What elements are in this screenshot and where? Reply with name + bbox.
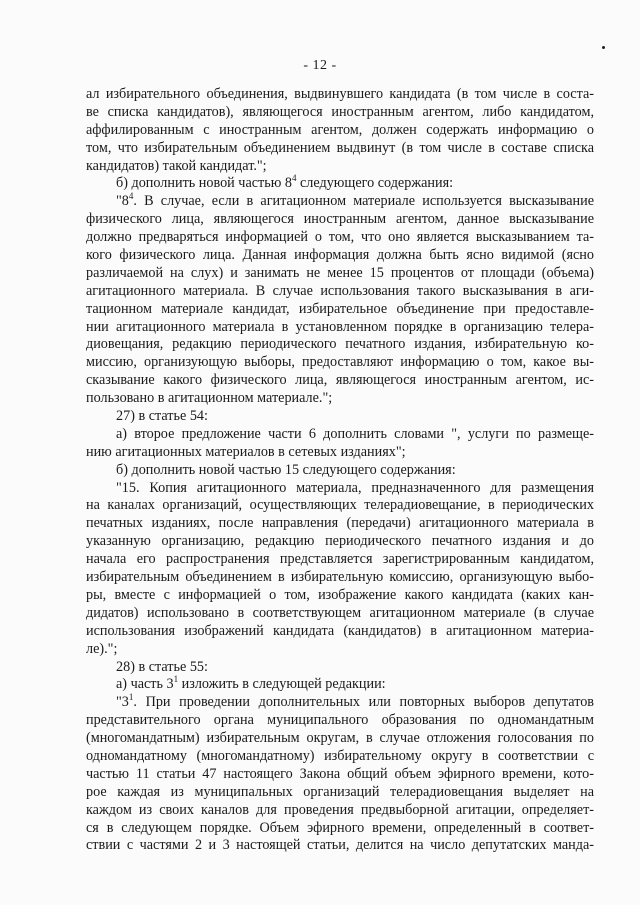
text-line	[86, 86, 594, 104]
text-line	[86, 229, 594, 247]
line-text: (многомандатным) избирательным округам, в случае отложения голосования по	[86, 730, 594, 747]
text-line	[86, 748, 594, 766]
superscript: 4	[128, 190, 134, 201]
line-text: кого физического лица. Данная информация должна быть ясно видимой (ясно	[86, 247, 594, 264]
line-text: 28) в статье 55:	[116, 658, 208, 675]
text-line	[86, 730, 594, 748]
line-text: должно предваряться информацией о том, что оно является высказыванием та-	[86, 229, 594, 246]
line-text: б) дополнить новой частью 15 следующего содержания:	[116, 461, 456, 478]
line-text: использования изображений кандидата (кандидатов) в агитационном материа-	[86, 622, 594, 639]
text-line	[86, 283, 594, 301]
text-line	[86, 336, 594, 354]
line-text: указанную организацию, редакцию периодического печатного издания и до	[86, 533, 594, 550]
line-text: а) часть 3	[116, 676, 174, 693]
line-text: начала его распространения представляется зарегистрированным кандидатом,	[86, 551, 594, 568]
scan-speck	[602, 46, 605, 49]
text-line	[86, 712, 594, 730]
line-text: ся в следующем порядке. Объем эфирного времени, определенный в соответ-	[86, 819, 594, 836]
text-line	[86, 462, 594, 480]
line-text-continuation: изложить в следующей редакции:	[178, 676, 386, 693]
line-text: пользовано в агитационном материале.";	[86, 390, 333, 407]
line-text: ве списка кандидатов), являющегося иностранным агентом, либо кандидатом,	[86, 103, 594, 120]
line-text: дидатов) использовано в соответствующем агитационном материале (в случае	[86, 604, 594, 621]
superscript: 1	[128, 691, 134, 702]
line-text: "3	[116, 694, 129, 711]
line-text: каждом из своих каналов для проведения предвыборной агитации, определяет-	[86, 801, 594, 818]
text-line	[86, 301, 594, 319]
line-text-continuation: . В случае, если в агитационном материале используется высказывание	[133, 193, 594, 210]
text-line	[86, 354, 594, 372]
text-line	[86, 480, 594, 498]
line-text: ствии с частями 2 и 3 настоящей статьи, делится на число депутатских манда-	[86, 837, 594, 854]
text-line	[86, 673, 594, 694]
text-line	[86, 408, 594, 426]
text-line	[86, 104, 594, 122]
text-line	[86, 784, 594, 802]
line-text: агитационного материала. В случае использования такого высказывания в аги-	[86, 282, 594, 299]
text-line	[86, 766, 594, 784]
line-text: диовещания, редакцию периодического печатного издания, избирательную ко-	[86, 336, 594, 353]
text-line	[86, 158, 594, 176]
line-text: "15. Копия агитационного материала, предназначенного для размещения	[116, 479, 594, 496]
line-text: нии агитационного материала в установленном порядке в организацию телера-	[86, 318, 594, 335]
line-text: представительного органа муниципального образования по одномандатным	[86, 712, 594, 729]
text-line	[86, 837, 594, 855]
text-line	[86, 211, 594, 229]
line-text: ал избирательного объединения, выдвинувшего кандидата (в том числе в соста-	[86, 86, 594, 102]
text-line	[86, 390, 594, 408]
line-text: кандидатов) такой кандидат.";	[86, 157, 267, 174]
line-text: а) второе предложение части 6 дополнить словами ", услуги по размеще-	[116, 425, 594, 442]
text-line	[86, 265, 594, 283]
text-line	[86, 820, 594, 838]
line-text-continuation: . При проведении дополнительных или повторных выборов депутатов	[133, 694, 594, 711]
line-text-continuation: следующего содержания:	[296, 175, 454, 192]
page-number: - 12 -	[303, 58, 337, 73]
text-line	[86, 140, 594, 158]
text-line	[86, 497, 594, 515]
text-line	[86, 122, 594, 140]
text-line	[86, 605, 594, 623]
line-text: печатных изданиях, после направления (передачи) агитационного материала в	[86, 515, 594, 532]
document-body	[86, 86, 594, 855]
line-text: миссию, организующую выборы, предоставляют информацию о том, какое вы-	[86, 354, 594, 371]
line-text: сказывание какого физического лица, являющегося иностранным агентом, ис-	[86, 372, 594, 389]
line-text: нию агитационных материалов в сетевых изданиях";	[86, 443, 406, 460]
line-text: тационном материале кандидат, избирательное объединение при предоставле-	[86, 300, 594, 317]
line-text: на каналах организаций, осуществляющих телерадиовещание, в периодических	[86, 497, 594, 514]
text-line	[86, 247, 594, 265]
text-line	[86, 190, 594, 211]
text-line	[86, 319, 594, 337]
text-line	[86, 533, 594, 551]
line-text: рое каждая из муниципальных организаций телерадиовещания выделяет на	[86, 783, 594, 800]
text-line	[86, 623, 594, 641]
text-line	[86, 802, 594, 820]
text-line	[86, 515, 594, 533]
line-text: одномандатному (многомандатному) избирательному округу в соответствии с	[86, 747, 594, 764]
line-text: "8	[116, 193, 129, 210]
line-text: ры, вместе с информацией о том, изображение какого кандидата (каких кан-	[86, 586, 594, 603]
line-text: избирательным объединением в избирательную комиссию, организующую выбо-	[86, 569, 594, 586]
superscript: 1	[173, 673, 179, 684]
text-line	[86, 691, 594, 712]
text-line	[86, 551, 594, 569]
text-line	[86, 587, 594, 605]
line-text: различаемой на слух) и занимать не менее 15 процентов от площади (объема)	[86, 264, 594, 281]
text-line	[86, 444, 594, 462]
line-text: частью 11 статьи 47 настоящего Закона общий объем эфирного времени, кото-	[86, 765, 594, 782]
line-text: 27) в статье 54:	[116, 408, 208, 425]
superscript: 4	[291, 172, 297, 183]
line-text: физического лица, являющегося иностранным агентом, данное высказывание	[86, 211, 594, 228]
line-text: аффилированным с иностранным агентом, должен содержать информацию о	[86, 121, 594, 138]
line-text: том, что избирательным объединением выдвинут (в том числе в составе списка	[86, 139, 594, 156]
line-text: б) дополнить новой частью 8	[116, 175, 292, 192]
text-line	[86, 659, 594, 677]
text-line	[86, 569, 594, 587]
text-line	[86, 372, 594, 390]
line-text: ле).";	[86, 640, 118, 657]
text-line	[86, 426, 594, 444]
text-line	[86, 641, 594, 659]
text-line	[86, 172, 594, 193]
